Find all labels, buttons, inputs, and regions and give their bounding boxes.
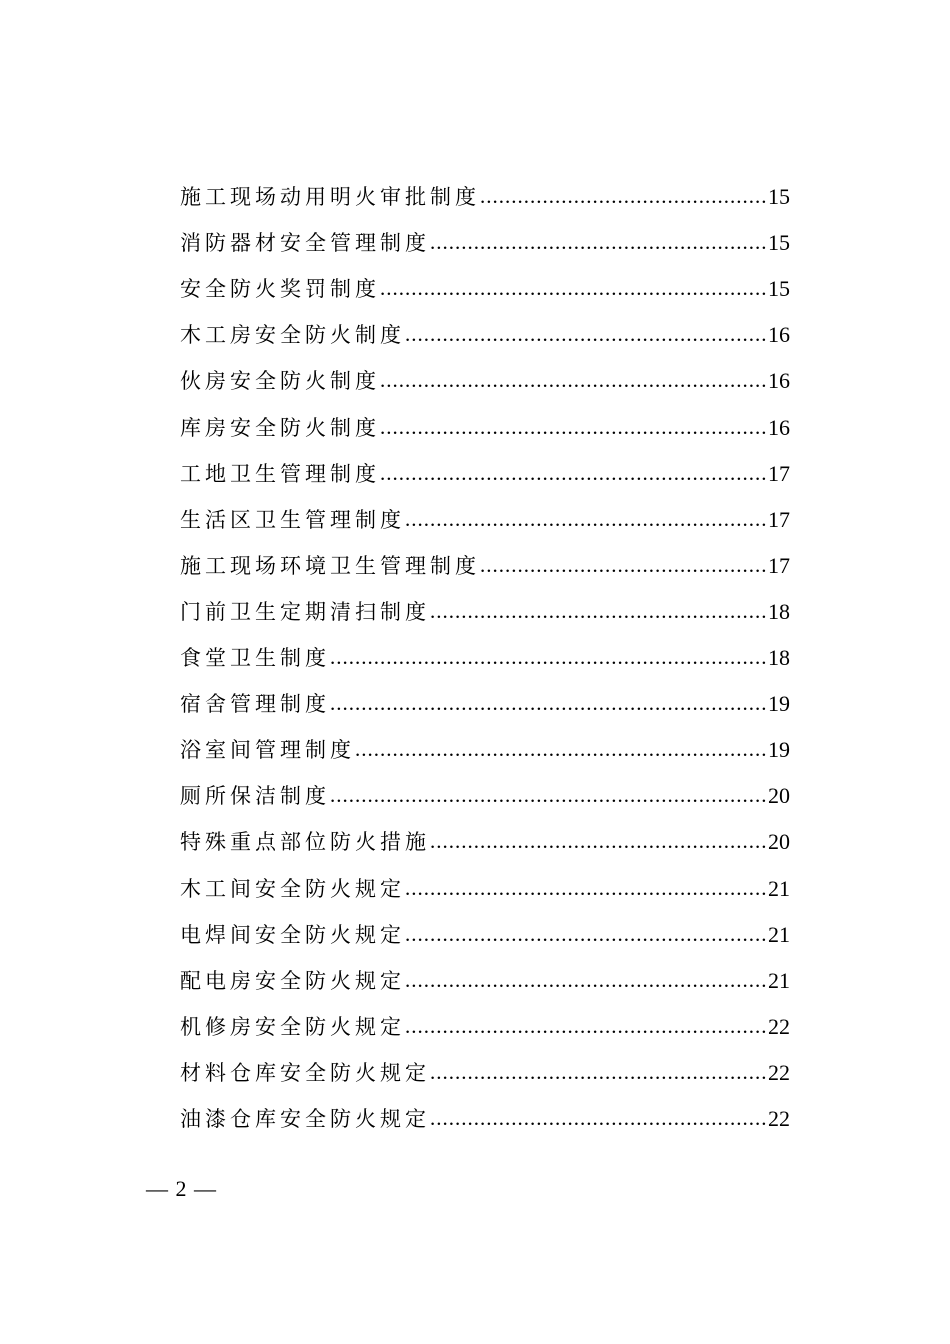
toc-dot-leader [380, 450, 766, 496]
toc-entry[interactable] [180, 819, 790, 865]
toc-entry[interactable] [180, 681, 790, 727]
toc-entry-page-number: 15 [768, 184, 790, 210]
toc-entry-page-number: 21 [768, 875, 790, 901]
toc-entry-page-number: 22 [768, 1105, 790, 1131]
toc-entry[interactable] [180, 497, 790, 543]
toc-entry-page-number: 21 [768, 967, 790, 993]
toc-entry[interactable] [180, 635, 790, 681]
toc-dot-leader [405, 311, 766, 357]
toc-entry-title: 木工房安全防火制度 [180, 323, 405, 348]
toc-dot-leader [405, 865, 766, 911]
toc-dot-leader [430, 219, 766, 265]
toc-entry-title: 门前卫生定期清扫制度 [180, 599, 430, 624]
toc-entry[interactable] [180, 865, 790, 911]
toc-dot-leader [430, 588, 766, 634]
toc-entry-page-number: 16 [768, 368, 790, 394]
toc-dot-leader [405, 957, 766, 1003]
toc-dot-leader [330, 680, 766, 726]
toc-entry-page-number: 16 [768, 414, 790, 440]
toc-entry[interactable] [180, 404, 790, 450]
toc-dot-leader [405, 496, 766, 542]
toc-entry-page-number: 19 [768, 691, 790, 717]
toc-entry-title: 工地卫生管理制度 [180, 461, 380, 486]
toc-entry-page-number: 21 [768, 921, 790, 947]
toc-entry[interactable] [180, 1096, 790, 1142]
toc-entry-title: 施工现场环境卫生管理制度 [180, 553, 480, 578]
toc-entry[interactable] [180, 1004, 790, 1050]
toc-dot-leader [430, 1049, 766, 1095]
toc-entry-title: 特殊重点部位防火措施 [180, 830, 430, 855]
toc-entry-page-number: 17 [768, 506, 790, 532]
toc-dot-leader [430, 818, 766, 864]
toc-entry-page-number: 15 [768, 276, 790, 302]
toc-entry-title: 生活区卫生管理制度 [180, 507, 405, 532]
toc-entry-title: 油漆仓库安全防火规定 [180, 1106, 430, 1131]
toc-entry-page-number: 20 [768, 829, 790, 855]
toc-entry[interactable] [180, 727, 790, 773]
toc-dot-leader [405, 911, 766, 957]
toc-dot-leader [480, 542, 766, 588]
toc-dot-leader [330, 772, 766, 818]
toc-entry[interactable] [180, 451, 790, 497]
toc-dot-leader [330, 634, 766, 680]
toc-dot-leader [405, 1003, 766, 1049]
toc-entry[interactable] [180, 543, 790, 589]
toc-entry-page-number: 20 [768, 783, 790, 809]
table-of-contents [180, 174, 790, 1142]
toc-entry[interactable] [180, 1050, 790, 1096]
toc-entry-page-number: 17 [768, 460, 790, 486]
toc-entry[interactable] [180, 220, 790, 266]
toc-entry[interactable] [180, 773, 790, 819]
toc-entry-title: 木工间安全防火规定 [180, 876, 405, 901]
toc-entry-page-number: 15 [768, 230, 790, 256]
toc-entry-title: 电焊间安全防火规定 [180, 922, 405, 947]
toc-entry[interactable] [180, 912, 790, 958]
toc-entry-title: 伙房安全防火制度 [180, 369, 380, 394]
toc-entry-page-number: 18 [768, 645, 790, 671]
toc-entry-title: 机修房安全防火规定 [180, 1014, 405, 1039]
toc-entry[interactable] [180, 358, 790, 404]
toc-entry-title: 库房安全防火制度 [180, 415, 380, 440]
toc-dot-leader [380, 265, 766, 311]
toc-dot-leader [380, 404, 766, 450]
toc-entry-title: 安全防火奖罚制度 [180, 277, 380, 302]
toc-entry[interactable] [180, 312, 790, 358]
toc-entry[interactable] [180, 266, 790, 312]
toc-entry-title: 食堂卫生制度 [180, 646, 330, 671]
toc-entry-title: 施工现场动用明火审批制度 [180, 185, 480, 210]
toc-entry-page-number: 17 [768, 552, 790, 578]
toc-dot-leader [380, 357, 766, 403]
toc-entry-page-number: 16 [768, 322, 790, 348]
toc-dot-leader [480, 173, 766, 219]
toc-entry[interactable] [180, 958, 790, 1004]
toc-entry-title: 浴室间管理制度 [180, 738, 355, 763]
toc-dot-leader [430, 1095, 766, 1141]
toc-entry-page-number: 19 [768, 737, 790, 763]
toc-dot-leader [355, 726, 766, 772]
toc-entry-title: 宿舍管理制度 [180, 692, 330, 717]
toc-entry-title: 配电房安全防火规定 [180, 968, 405, 993]
toc-entry-title: 厕所保洁制度 [180, 784, 330, 809]
toc-entry[interactable] [180, 174, 790, 220]
page-number: — 2 — [146, 1176, 217, 1201]
toc-entry-page-number: 22 [768, 1059, 790, 1085]
toc-entry[interactable] [180, 589, 790, 635]
toc-entry-page-number: 18 [768, 598, 790, 624]
toc-entry-title: 材料仓库安全防火规定 [180, 1060, 430, 1085]
toc-entry-page-number: 22 [768, 1013, 790, 1039]
toc-entry-title: 消防器材安全管理制度 [180, 231, 430, 256]
